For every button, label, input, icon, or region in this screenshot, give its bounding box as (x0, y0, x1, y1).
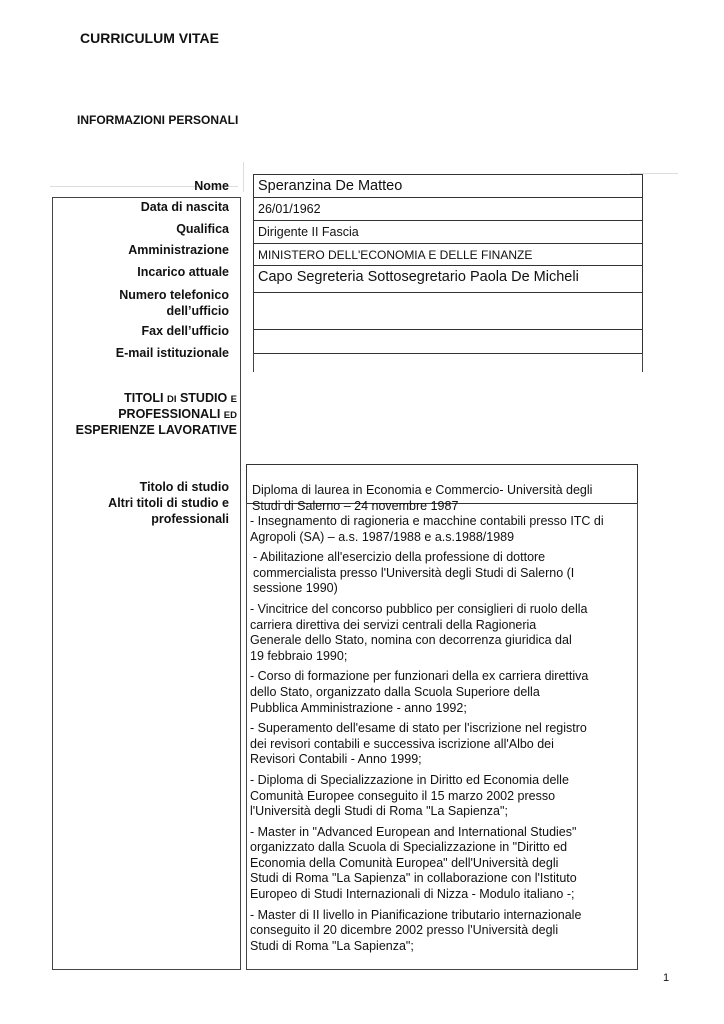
label-altri-titoli-1: Altri titoli di studio e (108, 496, 229, 510)
list-item (250, 773, 635, 820)
label-email: E-mail istituzionale (115, 346, 229, 360)
label-titolo-di-studio: Titolo di studio (139, 480, 229, 494)
list-item-line: - Diploma di Specializzazione in Diritto ed Economia delle (250, 772, 569, 787)
titoli-heading-line3: ESPERIENZE LAVORATIVE (75, 423, 237, 437)
list-item-line: conseguito il 20 dicembre 2002 presso l'Università degli (250, 923, 559, 938)
list-item (250, 602, 635, 664)
label-data-nascita: Data di nascita (140, 200, 229, 214)
content-frame-right (637, 503, 638, 970)
value-amministrazione: MINISTERO DELL'ECONOMIA E DELLE FINANZE (258, 248, 533, 262)
list-item-line: Agropoli (SA) – a.s. 1987/1988 e a.s.1988/1989 (250, 529, 515, 544)
list-item-line: dello Stato, organizzato dalla Scuola Superiore della (250, 684, 540, 699)
left-frame-bottom (52, 969, 241, 970)
list-item-line: - Corso di formazione per funzionari della ex carriera direttiva (250, 669, 589, 684)
list-item-line: - Master di II livello in Pianificazione tributario internazionale (250, 907, 582, 922)
value-data-nascita: 26/01/1962 (258, 202, 321, 216)
titoli-heading-line1 (76, 391, 237, 407)
page-number: 1 (663, 972, 670, 984)
list-item-line: commercialista presso l'Università degli Studi di Salerno (I (253, 565, 575, 580)
list-item-line: organizzato dalla Scuola di Specializzazione in "Diritto ed (250, 840, 568, 855)
titoli-list (250, 514, 635, 954)
list-item-line: sessione 1990) (253, 581, 338, 596)
value-nome: Speranzina De Matteo (258, 178, 403, 194)
left-frame-top (52, 197, 241, 198)
value-box-fax (253, 329, 643, 354)
label-telefono-line2: dell’ufficio (166, 304, 229, 318)
list-item-line: Pubblica Amministrazione - anno 1992; (250, 700, 467, 715)
list-item-line: carriera direttiva dei servizi centrali della Ragioneria (250, 617, 537, 632)
section-title-personal: INFORMAZIONI PERSONALI (77, 113, 239, 127)
list-item-line: - Vincitrice del concorso pubblico per consiglieri di ruolo della (250, 601, 588, 616)
left-frame-left (52, 197, 53, 970)
titoli-word-titoli: TITOLI (124, 391, 164, 405)
diploma-line-2: Studi di Salerno – 24 novembre 1987 (252, 499, 459, 513)
label-altri-titoli-2: professionali (151, 512, 229, 526)
left-frame-right (240, 197, 241, 970)
value-qualifica: Dirigente II Fascia (258, 225, 359, 239)
value-box-telefono (253, 292, 643, 330)
list-item-line: Economia della Comunità Europea" dell'Università degli (250, 855, 559, 870)
label-amministrazione: Amministrazione (128, 243, 229, 257)
titoli-word-ed: ED (223, 410, 237, 421)
value-incarico: Capo Segreteria Sottosegretario Paola De Micheli (258, 269, 579, 285)
list-item-line: Studi di Roma "La Sapienza"; (250, 938, 414, 953)
content-frame-left (246, 503, 247, 970)
value-box-email-right (642, 353, 643, 372)
faint-rule (243, 162, 244, 192)
titoli-heading (76, 391, 237, 438)
list-item-line: - Insegnamento di ragioneria e macchine contabili presso ITC di (250, 514, 604, 528)
titoli-word-studio: STUDIO (179, 391, 228, 405)
list-item-line: - Master in "Advanced European and International Studies" (250, 824, 577, 839)
diploma-line-1: Diploma di laurea in Economia e Commercio- Università degli (252, 483, 593, 497)
list-item-line: Studi di Roma "La Sapienza" in collaborazione con l'Istituto (250, 871, 577, 886)
list-item (250, 550, 635, 597)
label-telefono-line1: Numero telefonico (119, 288, 229, 302)
label-titoli-studio (108, 479, 229, 527)
list-item (250, 908, 635, 955)
label-incarico: Incarico attuale (137, 265, 229, 279)
list-item (250, 669, 635, 716)
list-item-line: Revisori Contabili - Anno 1999; (250, 752, 422, 767)
titoli-word-di: DI (166, 394, 177, 405)
content-frame-bottom (246, 969, 638, 970)
label-fax: Fax dell’ufficio (141, 324, 229, 338)
list-item (250, 721, 635, 768)
label-qualifica: Qualifica (176, 222, 229, 236)
list-item-line: l'Università degli Studi di Roma "La Sapienza"; (250, 804, 508, 819)
document-title: CURRICULUM VITAE (80, 30, 219, 46)
list-item-line: Generale dello Stato, nomina con decorrenza giuridica dal (250, 633, 572, 648)
list-item-line: dei revisori contabili e successiva iscrizione all'Albo dei (250, 736, 554, 751)
list-item-line: Europeo di Studi Internazionali di Nizza - Modulo italiano -; (250, 887, 575, 902)
list-item (250, 514, 635, 545)
list-item-line: - Abilitazione all'esercizio della professione di dottore (253, 550, 546, 565)
list-item-line: - Superamento dell'esame di stato per l'iscrizione nel registro (250, 721, 587, 736)
list-item-line: Comunità Europee conseguito il 15 marzo 2002 presso (250, 788, 556, 803)
label-telefono (119, 287, 229, 319)
titoli-word-e: E (230, 394, 237, 405)
titoli-heading-line2 (76, 407, 237, 423)
value-box-email-left (253, 353, 254, 372)
titoli-word-professionali: PROFESSIONALI (118, 407, 221, 421)
list-item-line: 19 febbraio 1990; (250, 648, 348, 663)
label-nome: Nome (194, 179, 229, 193)
list-item (250, 825, 635, 903)
